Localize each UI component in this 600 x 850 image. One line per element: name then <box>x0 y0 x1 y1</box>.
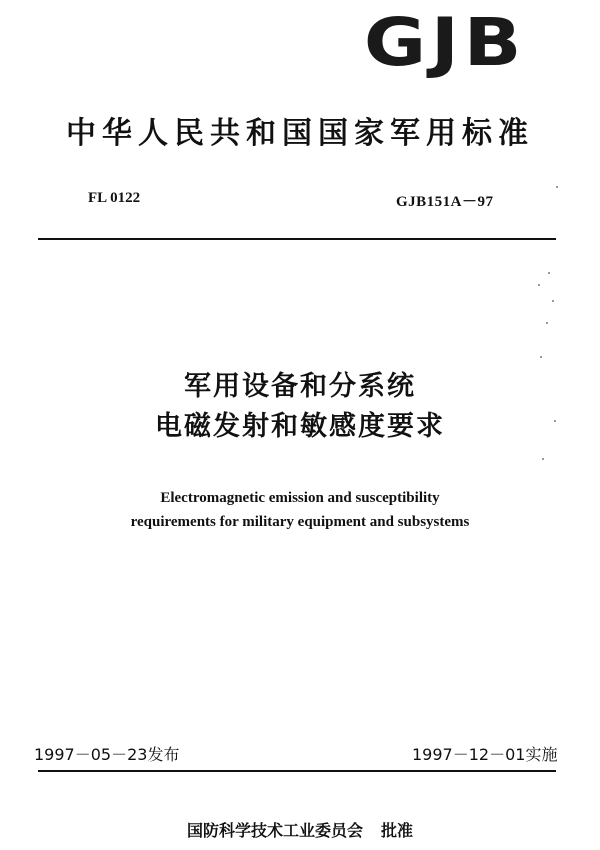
title-en-line1: Electromagnetic emission and susceptibility <box>160 490 440 506</box>
bottom-divider <box>38 770 556 772</box>
title-cn-line1: 军用设备和分系统 <box>184 371 416 402</box>
top-divider <box>38 238 556 240</box>
classification-code: FL 0122 <box>88 190 141 206</box>
approval-line <box>0 818 600 841</box>
publish-date: 1997－05－23发布 <box>34 745 180 764</box>
code-row <box>0 190 600 214</box>
effective-date: 1997－12－01实施 <box>412 745 558 764</box>
gjb-logo: GJB <box>363 4 527 81</box>
approval-action: 批准 <box>381 821 414 840</box>
standard-category-heading: 中华人民共和国国家军用标准 <box>66 116 534 151</box>
dates-row <box>0 742 600 766</box>
title-en-line2: requirements for military equipment and subsystems <box>130 514 470 530</box>
title-cn-line2: 电磁发射和敏感度要求 <box>155 411 445 442</box>
standard-number: GJB151A－97 <box>396 194 494 210</box>
approving-organization: 国防科学技术工业委员会 <box>186 821 363 840</box>
